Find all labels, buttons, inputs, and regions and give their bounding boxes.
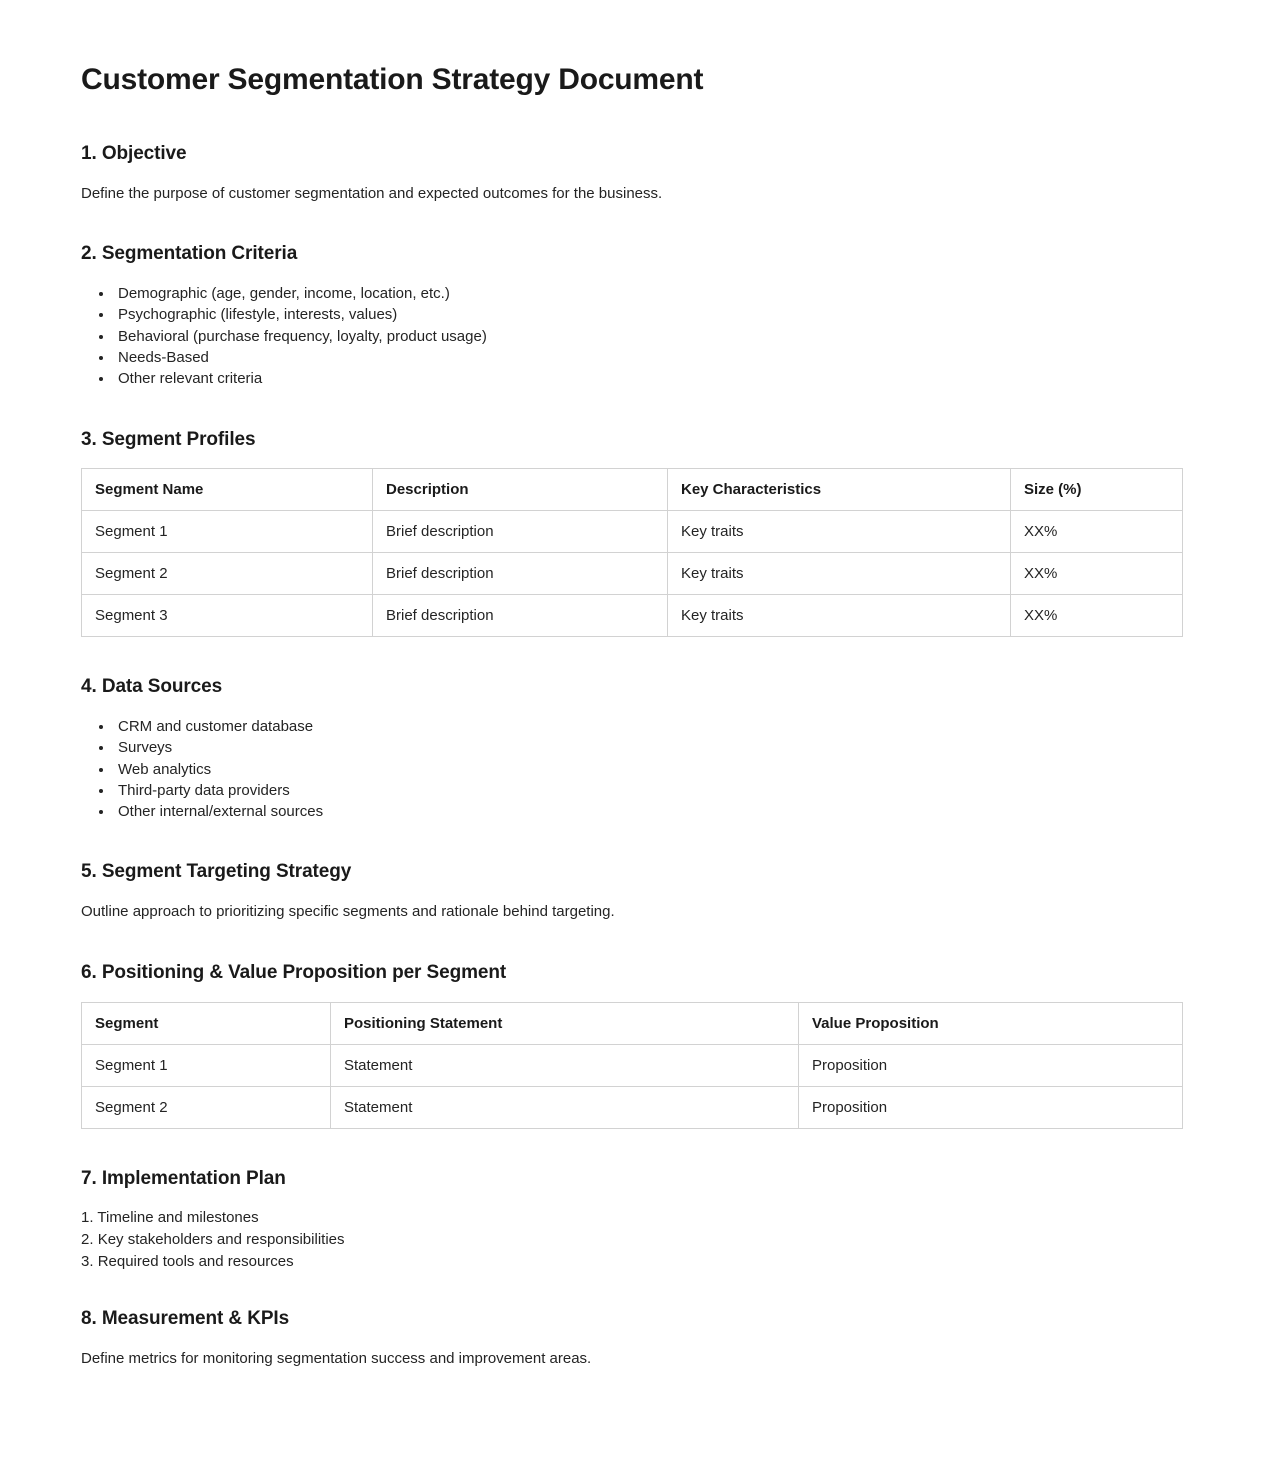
- positioning-table-wrapper: [81, 1002, 1182, 1129]
- cell-positioning-statement: Statement: [331, 1044, 799, 1086]
- section-heading-targeting-strategy: 5. Segment Targeting Strategy: [81, 861, 352, 883]
- table-row: [82, 595, 1183, 637]
- list-item: • Other internal/external sources: [114, 801, 1182, 822]
- section-heading-positioning: 6. Positioning & Value Proposition per Segment: [81, 961, 507, 983]
- measurement-body-text: Define metrics for monitoring segmentation success and improvement areas.: [81, 1350, 592, 1368]
- segment-profiles-table: [81, 468, 1183, 637]
- section-targeting-strategy: [81, 860, 1182, 922]
- list-item: • Surveys: [114, 737, 1182, 758]
- list-item: • Needs-Based: [114, 347, 1182, 368]
- cell-segment-name: Segment 1: [82, 511, 373, 553]
- cell-key-characteristics: Key traits: [668, 511, 1011, 553]
- document-title: Customer Segmentation Strategy Document: [81, 63, 704, 96]
- column-header-segment-name: Segment Name: [82, 469, 373, 511]
- section-heading-segmentation-criteria: 2. Segmentation Criteria: [81, 243, 298, 265]
- cell-positioning-statement: Statement: [331, 1086, 799, 1128]
- cell-key-characteristics: Key traits: [668, 595, 1011, 637]
- list-item: • CRM and customer database: [114, 716, 1182, 737]
- section-implementation-plan: [81, 1167, 1182, 1274]
- list-item: Timeline and milestones: [97, 1209, 259, 1227]
- section-heading-implementation-plan: 7. Implementation Plan: [81, 1167, 286, 1189]
- cell-value-proposition: Proposition: [799, 1086, 1183, 1128]
- targeting-strategy-body-text: Outline approach to prioritizing specific segments and rationale behind targeting.: [81, 903, 615, 921]
- segmentation-criteria-list: [81, 283, 1182, 389]
- table-header-row: [82, 469, 1183, 511]
- table-row: [82, 511, 1183, 553]
- column-header-segment: Segment: [82, 1002, 331, 1044]
- list-item: Key stakeholders and responsibilities: [97, 1231, 345, 1249]
- section-heading-data-sources: 4. Data Sources: [81, 676, 223, 698]
- table-header-row: [82, 1002, 1183, 1044]
- list-item: • Third-party data providers: [114, 780, 1182, 801]
- list-item: • Demographic (age, gender, income, location, etc.): [114, 283, 1182, 304]
- column-header-size: Size (%): [1011, 469, 1183, 511]
- cell-size: XX%: [1011, 553, 1183, 595]
- cell-size: XX%: [1011, 595, 1183, 637]
- implementation-plan-list: [81, 1207, 1182, 1273]
- list-item: Required tools and resources: [97, 1253, 294, 1271]
- list-item: • Behavioral (purchase frequency, loyalty, product usage): [114, 326, 1182, 347]
- cell-key-characteristics: Key traits: [668, 553, 1011, 595]
- column-header-positioning-statement: Positioning Statement: [331, 1002, 799, 1044]
- section-data-sources: [81, 675, 1182, 822]
- section-heading-measurement-kpis: 8. Measurement & KPIs: [81, 1308, 290, 1330]
- list-item: • Other relevant criteria: [114, 368, 1182, 389]
- cell-segment-name: Segment 3: [82, 595, 373, 637]
- list-item: • Psychographic (lifestyle, interests, values): [114, 304, 1182, 325]
- segment-profiles-table-wrapper: [81, 468, 1182, 637]
- list-item: • Web analytics: [114, 759, 1182, 780]
- cell-segment: Segment 1: [82, 1044, 331, 1086]
- section-positioning: [81, 961, 1182, 1129]
- section-segment-profiles: [81, 428, 1182, 638]
- column-header-key-characteristics: Key Characteristics: [668, 469, 1011, 511]
- cell-value-proposition: Proposition: [799, 1044, 1183, 1086]
- table-row: [82, 553, 1183, 595]
- column-header-description: Description: [373, 469, 668, 511]
- column-header-value-proposition: Value Proposition: [799, 1002, 1183, 1044]
- cell-description: Brief description: [373, 553, 668, 595]
- section-measurement-kpis: [81, 1307, 1182, 1369]
- section-heading-objective: 1. Objective: [81, 143, 187, 164]
- section-segmentation-criteria: [81, 242, 1182, 389]
- section-heading-segment-profiles: 3. Segment Profiles: [81, 428, 256, 450]
- data-sources-list: [81, 716, 1182, 822]
- table-row: [82, 1044, 1183, 1086]
- cell-size: XX%: [1011, 511, 1183, 553]
- cell-segment: Segment 2: [82, 1086, 331, 1128]
- cell-description: Brief description: [373, 511, 668, 553]
- table-row: [82, 1086, 1183, 1128]
- section-objective: [81, 142, 1182, 204]
- objective-body-text: Define the purpose of customer segmentation and expected outcomes for the business.: [81, 184, 663, 202]
- positioning-table: [81, 1002, 1183, 1129]
- cell-segment-name: Segment 2: [82, 553, 373, 595]
- cell-description: Brief description: [373, 595, 668, 637]
